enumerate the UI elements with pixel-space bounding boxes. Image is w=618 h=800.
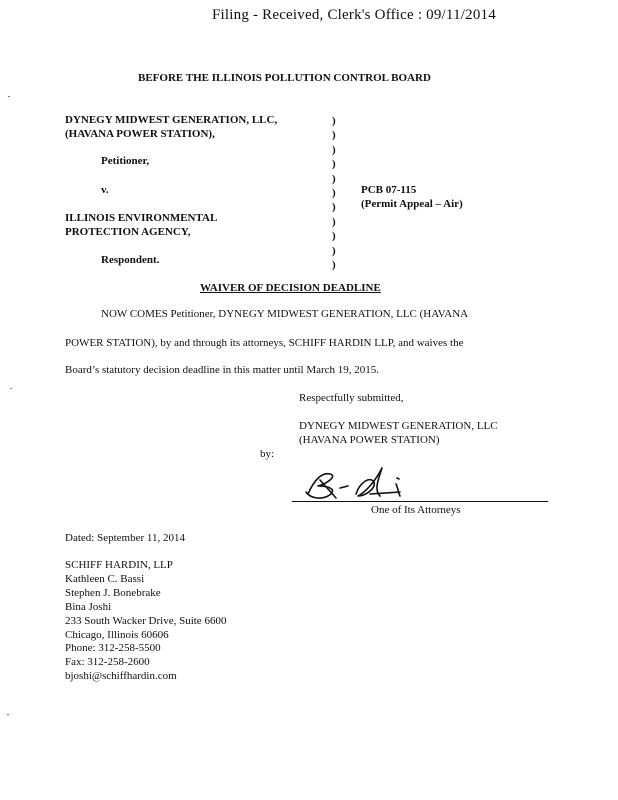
dated-line: Dated: September 11, 2014: [65, 532, 185, 544]
signature-line: [292, 501, 548, 502]
body-line-3: Board’s statutory decision deadline in this matter until March 19, 2015.: [65, 364, 380, 376]
respondent-name-line1: ILLINOIS ENVIRONMENTAL: [65, 212, 218, 224]
paren-mark: ): [332, 215, 336, 228]
petitioner-name-line1: DYNEGY MIDWEST GENERATION, LLC,: [65, 114, 278, 126]
paren-mark: ): [332, 158, 336, 171]
body-line-1: NOW COMES Petitioner, DYNEGY MIDWEST GENERATION, LLC (HAVANA: [101, 308, 469, 320]
scan-speck: [8, 96, 10, 97]
attorney-name: Stephen J. Bonebrake: [65, 586, 161, 599]
firm-phone: Phone: 312-258-5500: [65, 642, 161, 655]
firm-address-city: Chicago, Illinois 60606: [65, 628, 169, 641]
firm-email: bjoshi@schiffhardin.com: [65, 670, 177, 683]
scan-speck: [10, 388, 12, 389]
caption-paren-column: [332, 114, 340, 272]
body-line-2: POWER STATION), by and through its attorneys, SCHIFF HARDIN LLP, and waives the: [65, 337, 464, 349]
filing-stamp: Filing - Received, Clerk's Office : 09/11/2014: [212, 7, 496, 23]
paren-mark: ): [332, 244, 336, 257]
attorney-name: Bina Joshi: [65, 600, 112, 613]
firm-name: SCHIFF HARDIN, LLP: [65, 559, 173, 571]
signer-caption: One of Its Attorneys: [371, 504, 461, 516]
case-type: (Permit Appeal – Air): [361, 198, 463, 210]
respondent-role: Respondent.: [101, 254, 160, 266]
party-line-2: (HAVANA POWER STATION): [299, 434, 440, 446]
respondent-name-line2: PROTECTION AGENCY,: [65, 226, 191, 238]
handwritten-signature: [300, 458, 440, 506]
paren-mark: ): [332, 259, 336, 272]
petitioner-name-line2: (HAVANA POWER STATION),: [65, 128, 215, 140]
petitioner-role: Petitioner,: [101, 155, 150, 167]
paren-mark: ): [332, 230, 336, 243]
firm-block: [65, 559, 226, 684]
paren-mark: ): [332, 172, 336, 185]
paren-mark: ): [332, 129, 336, 142]
paren-mark: ): [332, 143, 336, 156]
closing: Respectfully submitted,: [299, 392, 404, 404]
paren-mark: ): [332, 187, 336, 200]
paren-mark: ): [332, 115, 336, 127]
firm-address-street: 233 South Wacker Drive, Suite 6600: [65, 614, 227, 627]
document-title: WAIVER OF DECISION DEADLINE: [200, 282, 381, 294]
by-label: by:: [260, 448, 275, 460]
firm-fax: Fax: 312-258-2600: [65, 656, 150, 669]
paren-mark: ): [332, 201, 336, 214]
attorney-name: Kathleen C. Bassi: [65, 572, 145, 585]
case-number: PCB 07-115: [361, 184, 417, 196]
scan-speck: [7, 714, 9, 715]
board-heading: BEFORE THE ILLINOIS POLLUTION CONTROL BOARD: [138, 72, 431, 84]
party-line-1: DYNEGY MIDWEST GENERATION, LLC: [299, 420, 498, 432]
versus: v.: [101, 184, 109, 196]
